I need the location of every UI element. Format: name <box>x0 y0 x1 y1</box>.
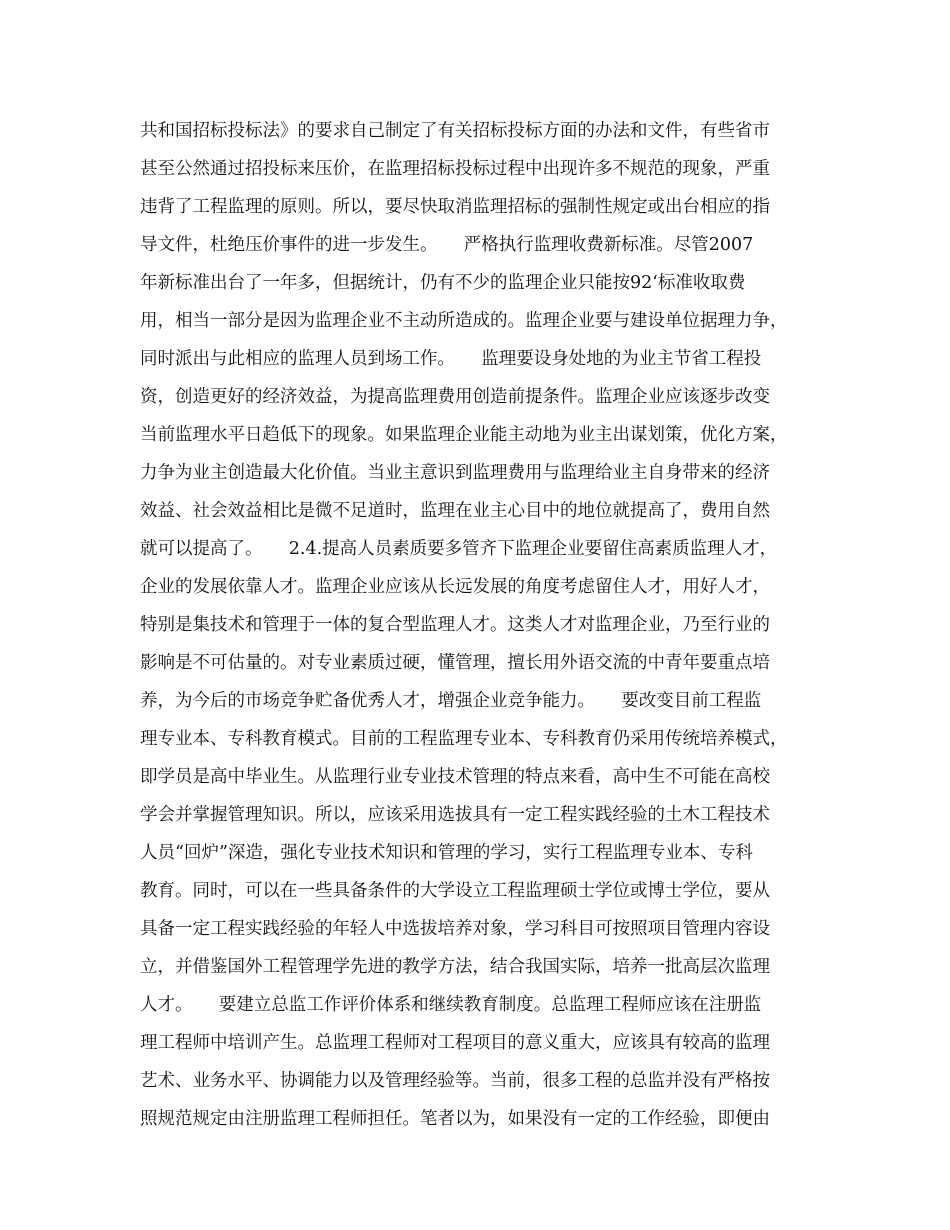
text-line: 艺术、业务水平、协调能力以及管理经验等。当前，很多工程的总监并没有严格按 <box>140 1071 770 1091</box>
text-line: 就可以提高了。 2.4.提高人员素质要多管齐下监理企业要留住高素质监理人才， <box>140 539 778 559</box>
text-line: 具备一定工程实践经验的年轻人中选拔培养对象，学习科目可按照项目管理内容设 <box>140 919 770 939</box>
text-line: 养，为今后的市场竞争贮备优秀人才，增强企业竞争能力。 要改变目前工程监 <box>140 691 762 711</box>
text-line: 甚至公然通过招投标来压价，在监理招标投标过程中出现许多不规范的现象，严重 <box>140 159 770 179</box>
text-line: 违背了工程监理的原则。所以，要尽快取消监理招标的强制性规定或出台相应的指 <box>140 197 770 217</box>
text-line: 教育。同时，可以在一些具备条件的大学设立工程监理硕士学位或博士学位，要从 <box>140 881 770 901</box>
text-line: 照规范规定由注册监理工程师担任。笔者以为，如果没有一定的工作经验，即便由 <box>140 1109 770 1129</box>
text-line: 即学员是高中毕业生。从监理行业专业技术管理的特点来看，高中生不可能在高校 <box>140 767 770 787</box>
text-line: 特别是集技术和管理于一体的复合型监理人才。这类人才对监理企业，乃至行业的 <box>140 615 770 635</box>
text-line: 人才。 要建立总监工作评价体系和继续教育制度。总监理工程师应该在注册监 <box>140 995 762 1015</box>
text-line: 理专业本、专科教育模式。目前的工程监理专业本、专科教育仍采用传统培养模式， <box>140 729 788 749</box>
text-line: 年新标准出台了一年多，但据统计，仍有不少的监理企业只能按92‘标准收取费 <box>140 273 746 293</box>
text-line: 同时派出与此相应的监理人员到场工作。 监理要设身处地的为业主节省工程投 <box>140 349 762 369</box>
text-line: 用，相当一部分是因为监理企业不主动所造成的。监理企业要与建设单位据理力争， <box>140 311 788 331</box>
text-line: 人员“回炉”深造，强化专业技术知识和管理的学习，实行工程监理专业本、专科 <box>140 843 753 863</box>
text-line: 企业的发展依靠人才。监理企业应该从长远发展的角度考虑留住人才，用好人才， <box>140 577 770 597</box>
text-line: 力争为业主创造最大化价值。当业主意识到监理费用与监理给业主自身带来的经济 <box>140 463 770 483</box>
text-line: 效益、社会效益相比是微不足道时，监理在业主心目中的地位就提高了，费用自然 <box>140 501 770 521</box>
text-line: 资，创造更好的经济效益，为提高监理费用创造前提条件。监理企业应该逐步改变 <box>140 387 770 407</box>
text-line: 理工程师中培训产生。总监理工程师对工程项目的意义重大，应该具有较高的监理 <box>140 1033 770 1053</box>
text-line: 共和国招标投标法》的要求自己制定了有关招标投标方面的办法和文件，有些省市 <box>140 121 770 141</box>
text-line: 当前监理水平日趋低下的现象。如果监理企业能主动地为业主出谋划策，优化方案， <box>140 425 788 445</box>
text-line: 学会并掌握管理知识。所以，应该采用选拔具有一定工程实践经验的土木工程技术 <box>140 805 770 825</box>
text-line: 立，并借鉴国外工程管理学先进的教学方法，结合我国实际，培养一批高层次监理 <box>140 957 770 977</box>
text-line: 导文件，杜绝压价事件的进一步发生。 严格执行监理收费新标准。尽管2007 <box>140 235 754 255</box>
body-text <box>140 112 830 1138</box>
text-line: 影响是不可估量的。对专业素质过硬，懂管理，擅长用外语交流的中青年要重点培 <box>140 653 770 673</box>
